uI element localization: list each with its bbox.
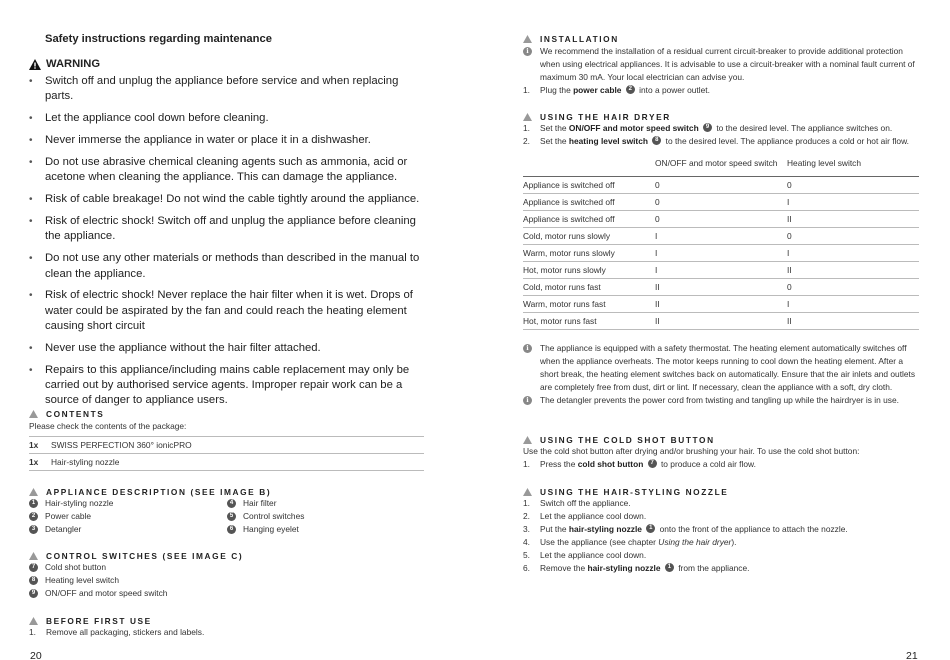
section-title: INSTALLATION: [540, 34, 619, 44]
contents-intro: Please check the contents of the package:: [29, 421, 187, 431]
number-badge: 3: [29, 525, 38, 534]
part-label: Hanging eyelet: [243, 524, 299, 534]
table-cell: 0: [787, 176, 919, 193]
table-cell: Appliance is switched off: [523, 193, 655, 210]
number-badge: 6: [227, 525, 236, 534]
table-row: [523, 244, 919, 261]
number-badge: 7: [648, 459, 657, 468]
number-badge: 8: [29, 576, 38, 585]
list-item: [523, 510, 923, 523]
step-text: [540, 84, 710, 97]
triangle-icon: [29, 488, 38, 496]
list-item: • Never immerse the appliance in water or place it in a dishwasher.: [29, 133, 429, 148]
text-part: to the desired level. The appliance produces a cold or hot air flow.: [665, 136, 909, 146]
text-part: into a power outlet.: [639, 85, 710, 95]
installation-heading: [523, 34, 923, 44]
maintenance-title: Safety instructions regarding maintenance: [45, 33, 272, 45]
cold-shot-steps: [523, 458, 923, 471]
text-part: to the desired level. The appliance switches on.: [716, 123, 893, 133]
number-badge: 2: [626, 85, 635, 94]
text-part: Put the: [540, 524, 567, 534]
step-text: [540, 122, 892, 135]
bold-term: ON/OFF and motor speed switch: [568, 123, 699, 133]
control-switches-section: [29, 551, 429, 600]
column-header: Heating level switch: [787, 151, 919, 176]
table-cell: 0: [655, 210, 787, 227]
before-first-use-section: [29, 616, 429, 639]
table-cell: Hot, motor runs fast: [523, 312, 655, 329]
list-item: [523, 536, 923, 549]
list-item: • Repairs to this appliance/including mains cable replacement may only be carried out by authorised service agents. Improper repair work can be a source of danger to appliance users.: [29, 363, 429, 409]
list-item: [227, 523, 417, 536]
part-label: Control switches: [243, 511, 305, 521]
list-item: [523, 523, 923, 536]
list-item: [227, 497, 417, 510]
table-cell: Cold, motor runs slowly: [523, 227, 655, 244]
text-part: Remove the: [540, 563, 586, 573]
warning-heading: [29, 58, 100, 70]
appliance-description-section: [29, 487, 429, 536]
using-section: [523, 112, 923, 407]
step-text: [540, 523, 848, 536]
section-title: CONTROL SWITCHES (SEE IMAGE C): [46, 551, 244, 561]
list-item: [523, 497, 923, 510]
nozzle-steps: [523, 497, 923, 575]
step-number: 1.: [523, 85, 530, 95]
bold-term: cold shot button: [577, 459, 644, 469]
triangle-icon: [29, 617, 38, 625]
italic-ref: Using the hair dryer: [658, 537, 732, 547]
info-text: The detangler prevents the power cord from twisting and tangling up while the hairdryer is in use.: [540, 394, 899, 405]
list-item: [29, 510, 227, 523]
list-item: • Risk of cable breakage! Do not wind the cable tightly around the appliance.: [29, 192, 429, 207]
list-item: [523, 135, 923, 148]
info-text: We recommend the installation of a residual current circuit-breaker to provide additional protection when using electrical appliances. It is advisable to use a circuit-breaker with a nominal fault current of maximum 30 mA. Your local electrician can advise you.: [540, 46, 915, 82]
bold-term: hair-styling nozzle: [587, 563, 661, 573]
step-text: [540, 458, 756, 471]
table-cell: II: [787, 261, 919, 278]
info-text: The appliance is equipped with a safety thermostat. The heating element automatically switches off when the appliance overheats. The motor keeps running to cool down the heating element. After a short break, the heating element switches back on automatically. Ensure that the air inlets and outlets are completely free from dust, dirt or lint. If necessary, clean the appliance with a soft, dry cloth.: [540, 342, 916, 392]
part-label: Hair-styling nozzle: [45, 498, 114, 508]
contents-table: [29, 436, 424, 471]
table-cell: 0: [787, 227, 919, 244]
table-cell: II: [787, 210, 919, 227]
table-cell: Warm, motor runs slowly: [523, 244, 655, 261]
first-use-steps: [29, 626, 429, 639]
list-item: • Switch off and unplug the appliance before service and when replacing parts.: [29, 74, 429, 105]
warning-label: WARNING: [46, 58, 101, 70]
triangle-icon: [523, 488, 532, 496]
text-part: Set the: [540, 123, 567, 133]
part-label: Hair filter: [243, 498, 277, 508]
step-number: 1.: [29, 627, 36, 637]
table-cell: Appliance is switched off: [523, 176, 655, 193]
number-badge: 4: [227, 499, 236, 508]
table-row: [523, 193, 919, 210]
switch-label: Heating level switch: [45, 575, 120, 585]
nozzle-heading: [523, 487, 923, 497]
list-item: [29, 523, 227, 536]
triangle-icon: [29, 552, 38, 560]
list-item: • Do not use abrasive chemical cleaning agents such as ammonia, acid or acetone when cleaning the appliance. This can damage the appliance.: [29, 155, 429, 186]
table-cell: Warm, motor runs fast: [523, 295, 655, 312]
step-number: 6.: [523, 563, 530, 573]
step-number: 1.: [523, 123, 530, 133]
section-title: APPLIANCE DESCRIPTION (SEE IMAGE B): [46, 487, 272, 497]
cold-shot-intro: Use the cold shot button after drying and/or brushing your hair. To use the cold shot button:: [523, 446, 860, 456]
table-cell: I: [655, 227, 787, 244]
contents-section: [29, 409, 429, 471]
part-label: Detangler: [45, 524, 82, 534]
step-number: 2.: [523, 136, 530, 146]
switch-label: ON/OFF and motor speed switch: [45, 588, 168, 598]
installation-steps: [523, 84, 923, 97]
item-cell: SWISS PERFECTION 360° ionicPRO: [51, 437, 424, 454]
warning-list: [29, 74, 429, 415]
number-badge: 9: [703, 123, 712, 132]
table-row: [523, 210, 919, 227]
table-row: [523, 261, 919, 278]
text-part: Set the: [540, 136, 567, 146]
list-item: [523, 549, 923, 562]
list-item: • Let the appliance cool down before cleaning.: [29, 111, 429, 126]
section-title: CONTENTS: [46, 409, 105, 419]
table-row: [523, 295, 919, 312]
text-part: Plug the: [540, 85, 571, 95]
number-badge: 5: [227, 512, 236, 521]
step-number: 3.: [523, 524, 530, 534]
step-number: 1.: [523, 459, 530, 469]
table-cell: 0: [655, 193, 787, 210]
text-part: Press the: [540, 459, 576, 469]
step-text: Remove all packaging, stickers and labels.: [46, 627, 205, 637]
list-item: [523, 562, 923, 575]
triangle-icon: [29, 410, 38, 418]
switch-label: Cold shot button: [45, 562, 106, 572]
table-cell: I: [787, 244, 919, 261]
cold-shot-heading: [523, 435, 923, 445]
part-label: Power cable: [45, 511, 92, 521]
table-cell: 0: [655, 176, 787, 193]
info-icon: i: [523, 47, 532, 56]
table-cell: Appliance is switched off: [523, 210, 655, 227]
step-text: [540, 536, 736, 549]
column-header: ON/OFF and motor speed switch: [655, 151, 787, 176]
info-icon: i: [523, 396, 532, 405]
number-badge: 1: [646, 524, 655, 533]
step-text: [540, 562, 749, 575]
list-item: [523, 84, 923, 97]
text-part: ).: [731, 537, 737, 547]
section-title: USING THE HAIR DRYER: [540, 112, 671, 122]
number-badge: 1: [29, 499, 38, 508]
page-number: 20: [30, 650, 42, 660]
before-first-use-heading: [29, 616, 429, 626]
table-row: [523, 227, 919, 244]
triangle-icon: [523, 436, 532, 444]
step-text: Let the appliance cool down.: [540, 550, 647, 560]
text-part: to produce a cold air flow.: [660, 459, 756, 469]
qty-cell: 1x: [29, 437, 51, 454]
list-item: • Risk of electric shock! Never replace the hair filter when it is wet. Drops of water could be aspirated by the fan and could reach the heating element causing short circuit: [29, 288, 429, 334]
number-badge: 8: [652, 136, 661, 145]
info-icon: i: [523, 344, 532, 353]
list-item: [29, 497, 227, 510]
triangle-icon: [523, 35, 532, 43]
parts-list-2: [227, 497, 417, 536]
list-item: [29, 574, 429, 587]
list-item: [227, 510, 417, 523]
warning-icon: [29, 59, 41, 70]
cold-shot-section: [523, 435, 923, 471]
triangle-icon: [523, 113, 532, 121]
switch-settings-table: [523, 151, 919, 330]
nozzle-section: [523, 487, 923, 575]
info-note: [523, 342, 923, 394]
step-number: 2.: [523, 511, 530, 521]
using-heading: [523, 112, 923, 122]
table-cell: II: [655, 295, 787, 312]
qty-cell: 1x: [29, 454, 51, 471]
section-title: BEFORE FIRST USE: [46, 616, 152, 626]
section-title: USING THE HAIR-STYLING NOZZLE: [540, 487, 729, 497]
step-text: Let the appliance cool down.: [540, 511, 647, 521]
info-note: [523, 394, 923, 407]
table-cell: I: [787, 193, 919, 210]
switches-list: [29, 561, 429, 600]
item-cell: Hair-styling nozzle: [51, 454, 424, 471]
list-item: • Risk of electric shock! Switch off and unplug the appliance before cleaning the appliance.: [29, 214, 429, 245]
installation-section: [523, 34, 923, 97]
table-row: [523, 278, 919, 295]
text-part: from the appliance.: [678, 563, 750, 573]
list-item: • Never use the appliance without the hair filter attached.: [29, 341, 429, 356]
list-item: [29, 561, 429, 574]
table-cell: II: [787, 312, 919, 329]
step-text: Switch off the appliance.: [540, 498, 631, 508]
step-text: [540, 135, 909, 148]
table-row: [29, 437, 424, 454]
parts-list-1: [29, 497, 227, 536]
step-number: 1.: [523, 498, 530, 508]
table-cell: 0: [787, 278, 919, 295]
number-badge: 2: [29, 512, 38, 521]
list-item: [29, 626, 429, 639]
text-part: onto the front of the appliance to attach the nozzle.: [659, 524, 848, 534]
page-number: 21: [906, 650, 918, 660]
table-row: [523, 176, 919, 193]
column-header: [523, 151, 655, 176]
step-number: 5.: [523, 550, 530, 560]
table-cell: I: [787, 295, 919, 312]
bold-term: power cable: [573, 85, 622, 95]
info-note: [523, 45, 923, 84]
table-cell: I: [655, 261, 787, 278]
step-number: 4.: [523, 537, 530, 547]
number-badge: 1: [665, 563, 674, 572]
table-cell: Hot, motor runs slowly: [523, 261, 655, 278]
section-title: USING THE COLD SHOT BUTTON: [540, 435, 715, 445]
list-item: • Do not use any other materials or methods than described in the manual to clean the appliance.: [29, 251, 429, 282]
list-item: [523, 458, 923, 471]
contents-heading: [29, 409, 429, 419]
bold-term: heating level switch: [568, 136, 648, 146]
table-cell: Cold, motor runs fast: [523, 278, 655, 295]
table-cell: II: [655, 312, 787, 329]
table-header-row: [523, 151, 919, 176]
list-item: [523, 122, 923, 135]
number-badge: 7: [29, 563, 38, 572]
using-steps: [523, 122, 923, 148]
list-item: [29, 587, 429, 600]
table-row: [29, 454, 424, 471]
appliance-description-heading: [29, 487, 429, 497]
table-row: [523, 312, 919, 329]
table-cell: II: [655, 278, 787, 295]
text-part: Use the appliance (see chapter: [540, 537, 656, 547]
control-switches-heading: [29, 551, 429, 561]
bold-term: hair-styling nozzle: [568, 524, 642, 534]
table-cell: I: [655, 244, 787, 261]
number-badge: 9: [29, 589, 38, 598]
